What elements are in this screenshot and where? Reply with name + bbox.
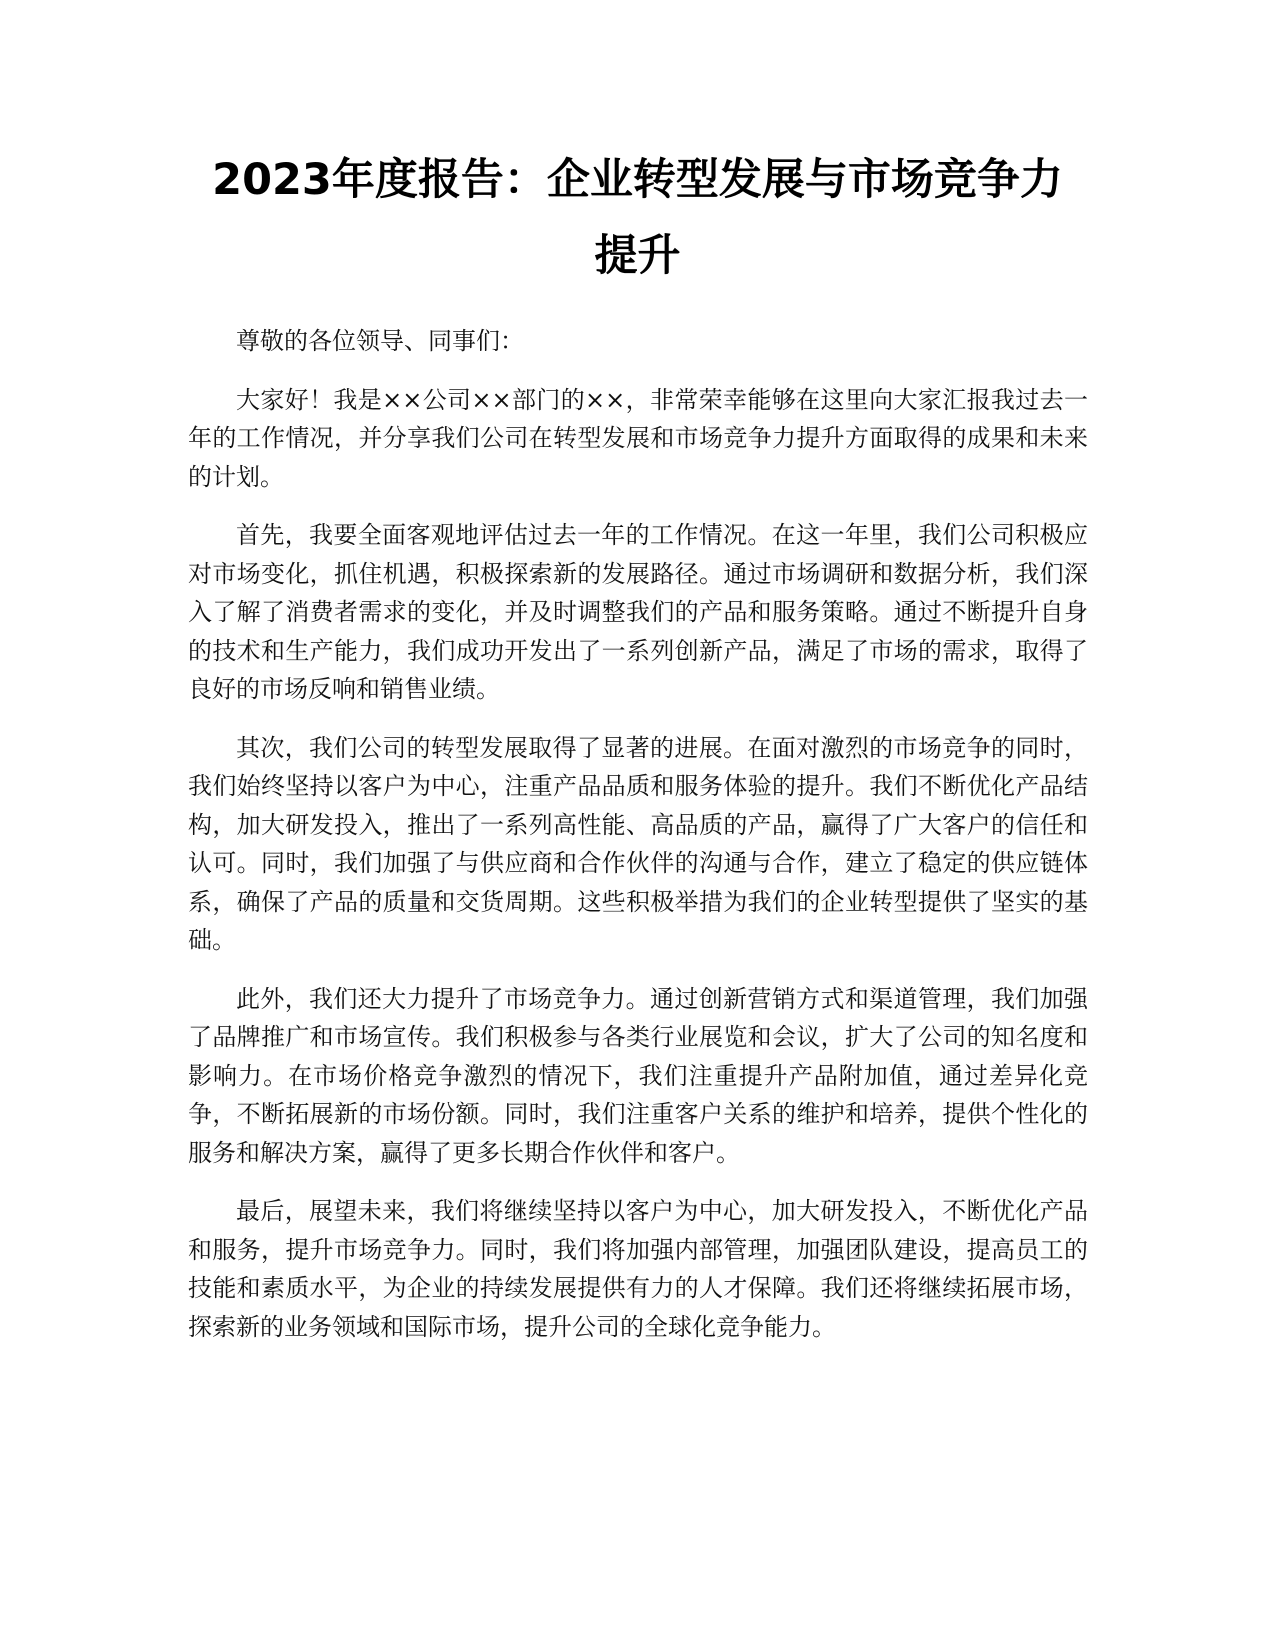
greeting-paragraph: 大家好！我是××公司××部门的××，非常荣幸能够在这里向大家汇报我过去一年的工作情况，并分享我们公司在转型发展和市场竞争力提升方面取得的成果和未来的计划。: [188, 385, 1088, 491]
document-title: [150, 142, 1125, 294]
outlook-paragraph: 最后，展望未来，我们将继续坚持以客户为中心，加大研发投入，不断优化产品和服务，提升市场竞争力。同时，我们将加强内部管理，加强团队建设，提高员工的技能和素质水平，为企业的持续发展提供有力的人才保障。我们还将继续拓展市场，探索新的业务领域和国际市场，提升公司的全球化竞争能力。: [188, 1197, 1088, 1341]
transformation-paragraph: 其次，我们公司的转型发展取得了显著的进展。在面对激烈的市场竞争的同时，我们始终坚持以客户为中心，注重产品品质和服务体验的提升。我们不断优化产品结构，加大研发投入，推出了一系列高性能、高品质的产品，赢得了广大客户的信任和认可。同时，我们加强了与供应商和合作伙伴的沟通与合作，建立了稳定的供应链体系，确保了产品的质量和交货周期。这些积极举措为我们的企业转型提供了坚实的基础。: [188, 733, 1088, 954]
title-line-1: 2023年度报告：企业转型发展与市场竞争力: [212, 155, 1063, 205]
salutation-paragraph: 尊敬的各位领导、同事们：: [236, 327, 524, 355]
competitiveness-paragraph: 此外，我们还大力提升了市场竞争力。通过创新营销方式和渠道管理，我们加强了品牌推广和市场宣传。我们积极参与各类行业展览和会议，扩大了公司的知名度和影响力。在市场价格竞争激烈的情况下，我们注重提升产品附加值，通过差异化竞争，不断拓展新的市场份额。同时，我们注重客户关系的维护和培养，提供个性化的服务和解决方案，赢得了更多长期合作伙伴和客户。: [188, 984, 1088, 1167]
review-paragraph: 首先，我要全面客观地评估过去一年的工作情况。在这一年里，我们公司积极应对市场变化，抓住机遇，积极探索新的发展路径。通过市场调研和数据分析，我们深入了解了消费者需求的变化，并及时调整我们的产品和服务策略。通过不断提升自身的技术和生产能力，我们成功开发出了一系列创新产品，满足了市场的需求，取得了良好的市场反响和销售业绩。: [188, 521, 1088, 703]
title-line-2: 提升: [594, 231, 681, 281]
document-body: [188, 322, 1088, 1366]
